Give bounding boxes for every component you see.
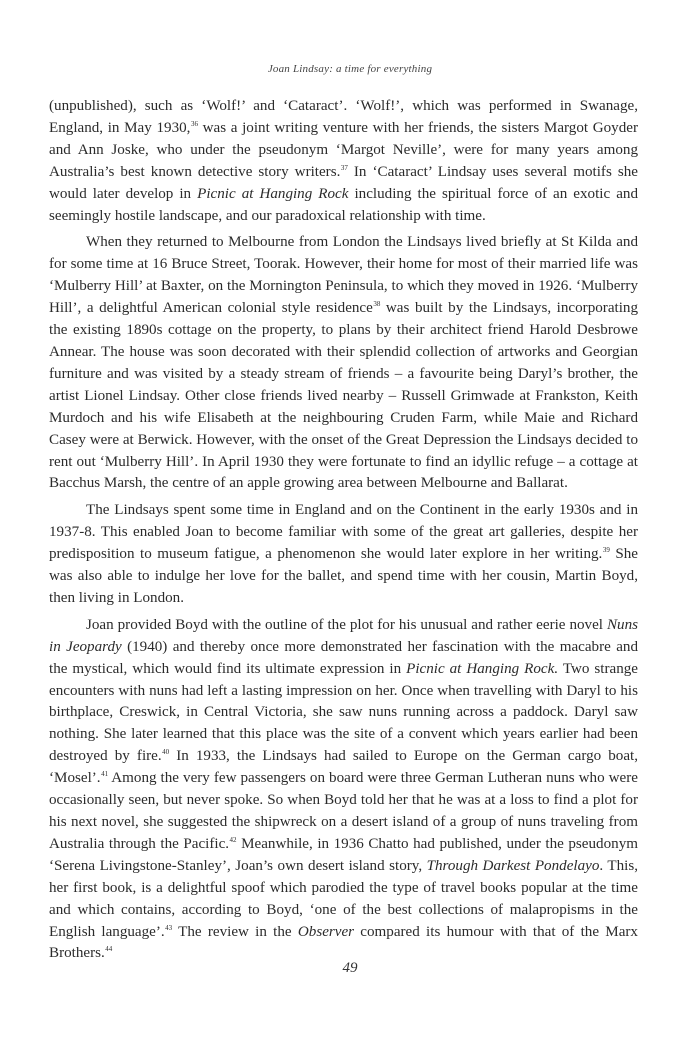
text-run: The Lindsays spent some time in England and on the Continent in the early 1930s and in 1937-8. This enabled Joan to become familiar with some of the great art galleries, despite her predisposition to museum fatigue, a phenomenon she would later explore in her writing. — [49, 502, 638, 563]
running-head: Joan Lindsay: a time for everything — [267, 63, 433, 75]
italic-title: Observer — [297, 923, 355, 940]
page-number: 49 — [342, 960, 358, 976]
paragraph — [49, 96, 638, 227]
text-run: Joan provided Boyd with the outline of the plot for his unusual and rather eerie novel — [86, 616, 607, 633]
footnote-marker: 41 — [101, 770, 109, 779]
footnote-marker: 39 — [602, 546, 610, 555]
italic-title: Through Darkest Pondelayo — [426, 857, 600, 874]
text-run: She was also able to indulge her love for the ballet, and spend time with her cousin, Martin Boyd, then living in London. — [49, 546, 638, 606]
footnote-marker: 38 — [373, 300, 381, 309]
text-run: . This, her first book, is a delightful spoof which parodied the type of travel books popular at the time and which contains, according to Boyd, ‘one of the best collections of malapropisms in the English language’. — [49, 857, 638, 940]
footnote-marker: 40 — [162, 748, 170, 757]
text-run: Among the very few passengers on board were three German Lutheran nuns who were occasionally seen, but never spoke. So when Boyd told her that he was at a loss to find a plot for his next novel, she suggested the shipwreck on a desert island of a group of nuns traveling from Australia through the Pacific. — [49, 770, 638, 852]
paragraph — [49, 232, 638, 495]
paragraph — [49, 615, 638, 966]
footnote-marker: 36 — [190, 119, 198, 128]
text-run: In ‘Cataract’ Lindsay uses several motifs she would later develop in — [49, 163, 638, 202]
text-run: (1940) and thereby once more demonstrated her fascination with the macabre and the mystical, which would find its ultimate expression in — [49, 638, 638, 677]
paragraph — [49, 500, 638, 610]
italic-title: Nuns in Jeopardy — [49, 616, 638, 655]
text-run: In 1933, the Lindsays had sailed to Europe on the German cargo boat, ‘Mosel’. — [49, 748, 638, 787]
text-run: Meanwhile, in 1936 Chatto had published, under the pseudonym ‘Serena Livingstone-Stanley’, Joan’s own desert island story, — [49, 835, 638, 874]
text-run: The review in the — [172, 923, 298, 940]
body-text — [49, 96, 638, 970]
italic-title: Picnic at Hanging Rock — [197, 185, 349, 202]
footnote-marker: 42 — [229, 835, 237, 844]
text-run: was built by the Lindsays, incorporating the existing 1890s cottage on the property, to plans by their architect friend Harold Desbrowe Annear. The house was soon decorated with their splendid collection of artworks and Georgian furniture and was visited by a steady stream of friends – a favourite being Daryl’s brother, the artist Lionel Lindsay. Other close friends lived nearby – Russell Grimwade at Frankston, Keith Murdoch and his wife Elisabeth at the neighbouring Cruden Farm, while Maie and Richard Casey were at Berwick. However, with the onset of the Great Depression the Lindsays decided to rent out ‘Mulberry Hill’. In April 1930 they were fortunate to find an idyllic refuge – a cottage at Bacchus Marsh, the centre of an apple growing area between Melbourne and Ballarat. — [49, 300, 638, 492]
footnote-marker: 37 — [340, 163, 348, 172]
footnote-marker: 44 — [105, 945, 113, 954]
text-run: Two strange encounters with nuns had left a lasting impression on her. Once when travelling with Daryl to his birthplace, Creswick, in Central Victoria, she saw nuns running across a paddock. Daryl saw nothing. She later learned that this place was the site of a convent which years earlier had been destroyed by fire. — [49, 660, 638, 765]
text-run: (unpublished), such as ‘Wolf!’ and ‘Cataract’. ‘Wolf!’, which was performed in Swanage, England, in May 1930, — [49, 98, 638, 136]
italic-title: Picnic at Hanging Rock. — [406, 660, 559, 677]
text-run: compared its humour with that of the Marx Brothers. — [49, 923, 638, 962]
text-run: including the spiritual force of an exotic and seemingly hostile landscape, and our paradoxical relationship with time. — [49, 185, 638, 224]
footnote-marker: 43 — [165, 923, 173, 932]
text-run: was a joint writing venture with her friends, the sisters Margot Goyder and Ann Joske, who under the pseudonym ‘Margot Neville’, were for many years among Australia’s best known detective story writers. — [49, 119, 638, 180]
text-run: When they returned to Melbourne from London the Lindsays lived briefly at St Kilda and for some time at 16 Bruce Street, Toorak. However, their home for most of their married life was ‘Mulberry Hill’ at Baxter, on the Mornington Peninsula, to which they moved in 1926. ‘Mulberry Hill’, a delightful American colonial style residence — [49, 234, 638, 317]
